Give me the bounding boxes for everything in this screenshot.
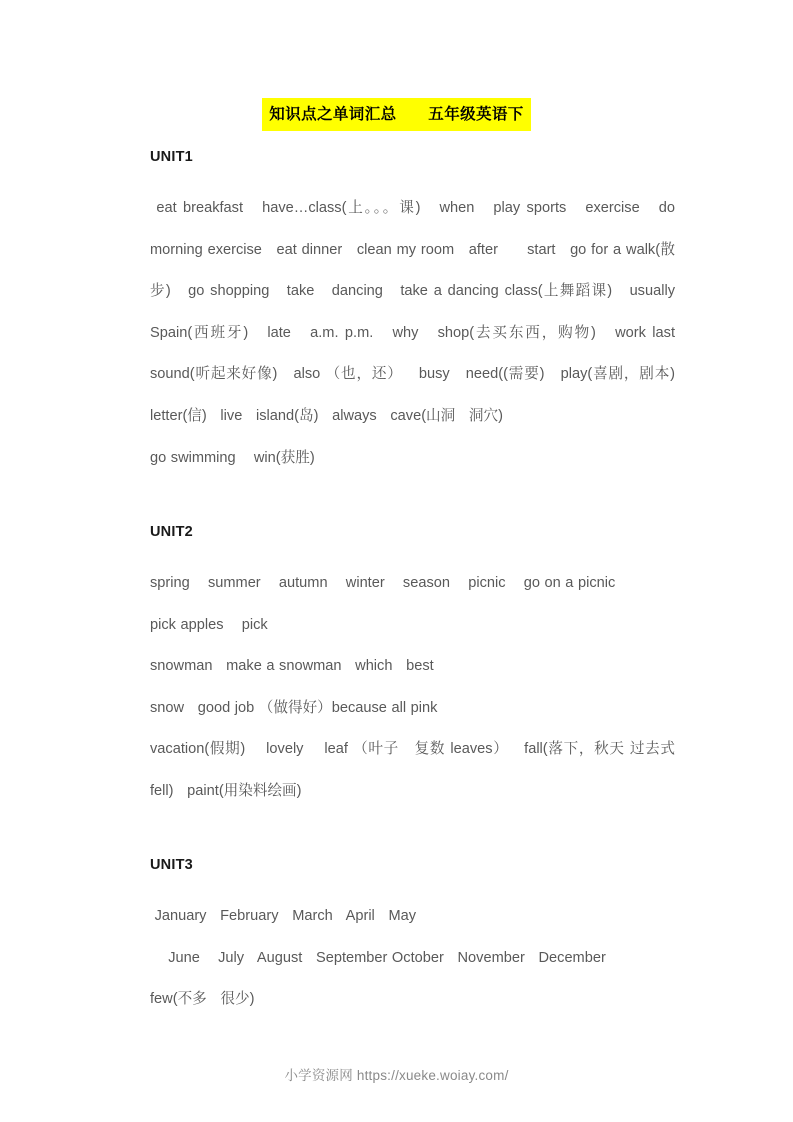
unit-1-wordlist-line-1: eat breakfast have…class(上。。。课) when play sports exercise do morning exercise eat dinner clean my room after start go for a walk(散步) go shopping take dancing take a dancing class(上舞蹈课) usually Spain(西班牙) late a.m. p.m. why shop(去买东西，购物) work last sound(听起来好像) also （也，还） busy need((需要) play(喜剧，剧本) letter(信) live island(岛) always cave(山洞 洞穴) [150,200,689,424]
unit-2-wordlist-line-5: vacation(假期) lovely leaf （叶子 复数 leaves） fall(落下，秋天 过去式 fell) paint(用染料绘画) [150,741,680,799]
unit-heading-3: UNIT3 [150,857,193,873]
footer-watermark: 小学资源网 https://xueke.woiay.com/ [284,1068,509,1083]
unit-heading-2: UNIT2 [150,524,193,540]
unit-section-3 [150,854,675,1021]
unit-section-1 [150,146,689,479]
unit-3-wordlist-line-2: June July August September October November December [150,949,606,966]
unit-section-2 [150,521,680,813]
unit-2-wordlist-line-1: spring summer autumn winter season picnic go on a picnic [150,575,616,591]
unit-heading-1: UNIT1 [150,149,193,165]
unit-1-wordlist-line-2: go swimming win(获胜) [150,449,315,466]
page-title: 知识点之单词汇总 五年级英语下 [262,98,530,131]
document-title-row [0,98,793,131]
unit-3-wordlist-line-1: January February March April May [150,908,417,924]
unit-3-wordlist-line-3: few(不多 很少) [150,991,255,1008]
unit-2-wordlist-line-3: snowman make a snowman which best [150,658,434,675]
unit-2-wordlist-line-2: pick apples pick [150,616,268,633]
unit-2-wordlist-line-4: snow good job （做得好）because all pink [150,699,438,716]
